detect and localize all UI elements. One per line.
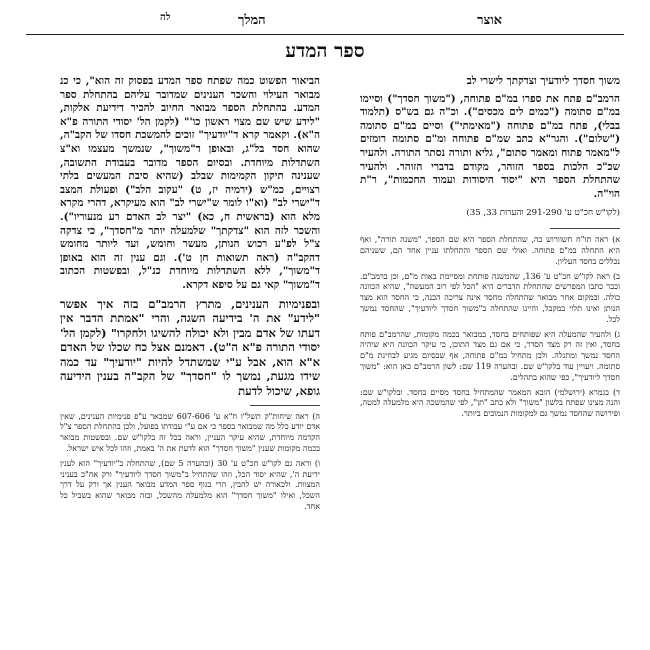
left-column (60, 75, 320, 517)
source-reference: (לקו"ש חכ"ט ע' 291-290 והערות 33, 35) (466, 208, 620, 219)
opening-verse: משוך חסדך ליודעיך וצדקתך לישרי לב (466, 75, 620, 87)
running-header (28, 12, 622, 32)
right-column (360, 75, 620, 424)
page-title: ספר המדע (285, 40, 365, 62)
footnote-a: א) ראה תו"ח חשוורוש כה, שהתחלת הספר היא שם הספר, "משנה תורה", ואף היא התחלה במ"ם פתוחה. ואולי שם הספר והתחלתו עניין אחד הם, ששניהם נכללים בחסד העליון. (360, 235, 620, 266)
header-rule (26, 34, 624, 35)
left-paragraph-1: הביאור הפשוט כמה שפתח ספר המדע בפסוק זה הוא", כי כנ מבואר העילוי והשכר הענינים שמדובר עליהם בהתחלת ספר המדע. בהתחלת הספר מבואר החיוב להכיר דידיעת אלקות, "לידע שיש שם מצוי ראשון כו'" (לקמן הל' יסודי התורה פ"א ה"א). וקאמר קרא ד"יודעיך" זוכים להמשכת חסדו של הקב"ה, שהוא חסד בל"ג, ובאופן ד"משוך", שנמשך מעצמו וא"צ השתדלות מיוחדת. ובסיום הספר מדובר בעבודת התשובה, שענינה תיקון הקמימות שבלב (שהיא סיבת המעשים בלתי רצויים, כמ"ש (ירמיה יז, ט) "עקוב הלב") ופעולת המצב ד"ישרי לב" (וא"ו לומר ש"ישרי לב" הוא מעיקרא, דהרי מקרא מלא הוא (בראשית ח, כא) "יצר לב האדם רע מנעוריו"). והשכר לזה הוא "צדקתך" שלמעלה יותר מ"חסדך", כי צדקה צ"ל לפ"ע רכוש הנותן, מעשר וחומש, ועד ליותר מחומש דהקב"ה (ראה תשואות חן ט'). וגם ענין זה הוא באופן ד"משוך", ללא השתדלות מיוחדת כנ"ל, ובפשטות הכתוב ד"משוך" קאי גם על סיפא דקרא. (60, 75, 320, 291)
footnote-rule-right (550, 228, 620, 229)
page-number: לה (160, 12, 171, 23)
header-right-word: אוצר (477, 13, 502, 28)
left-paragraph-2: ובפנימיות הענינים, מתרץ הרמב"ם בזה איך אפשר "לידע" את ה' בידיעה השגה, והרי "אמתת הדבר אין דעתו של אדם מבין ולא יכולה להשיגו ולחקרו" (לקמן הל' יסודי התורה פ"א ה"ט). דאמנם אצל כח שכלו של האדם א"א הוא, אבל ע"י שמשתדל להיות "יודעיך" עד כמה שידו מגעת, נמשך לו "חסדך" של הקב"ה בענין הידיעה גופא, שיכול לדעת (60, 296, 320, 399)
footnote-rule-left (250, 405, 320, 406)
right-paragraph-1: הרמב"ם פתח את ספרו במ"ם פתוחה, ("משוך חסדך") וסיימו במ"ם סתומה ("כמים לים מכסים"). וכ"ה גם בש"ס (תלמוד בבלי), פתח במ"ם פתוחה ("מאימתי") וסיים במ"ם סתומה ("שלום"). והגר"א כתב שמ"ם פתוחה ומ"ם סתומה רומזים ל"מאמר פתוח ומאמר סתום", גליא ותורה נסתר התורה. ולהעיר שכ"כ הלכות בספר הזוהר, מקודם בדברי הזוהר. ולהעיר שהתחלת הספר היא "יסוד היסודות ועמוד החכמות", ר"ת הוי"ה. (360, 92, 620, 200)
footnote-d: ד) בגמרא (ירושלמי) הובא המאמר שהמתחיל בחסד מסיים בחסד. ובלקו"ש שם: והנה מצינו שפתח בלשון "משוך" ולא כתב "תן", לפי שהמשכה היא מלמעלה למטה, ופירושה שהחסד נמשך גם למקומות הנמוכים ביותר. (360, 387, 620, 419)
footnote-b: ב) ראה לקו"ש חכ"ט ע' 136, שהמשנה פותחת ומסיימת באות מ"ם, וכן ברמב"ם. וכבר כתבו המפרשים שהתחלת הדברים היא "הכל לפי רוב המעשה", שהיא הכוונה כולה. ובמקום אחר מבואר שהתחלה מחסד אינה צריכה הכנה, כי החסד הוא מצד הנותן ואינו תלוי במקבל, והיינו שהתחלה ב"משוך חסדך ליודעיך", שהחסד נמשך לכל. (360, 271, 620, 324)
footnote-c: ג) ולהעיר שהמעלה היא שפותחים בחסד, כמבואר בכמה מקומות, שהרמב"ם פותח בחסד, ואין זה רק מצד הסדר, כי אם גם מצד התוכן, כי עיקר הכוונה היא שיהיה החסד נמשך ומתגלה. ולכן מתחיל במ"ם פתוחה, אף שבסיום מגיע לבחינת מ"ם סתומה. ויעויין עוד בלקו"ש שם. ובהערה 119 שם: לשון הרמב"ם כאן הוא: "משוך חסדך ליודעיך", כפי שהוא בתהלים. (360, 329, 621, 382)
footnote-h: ה) ראה שיחות"ק תשל"ו ח"א ע' 607-606 שמבאר ע"פ פנימיות הענינים, שאין אדם יודע כלל מה שמבואר בספר כי אם ע"י עבודתו בפועל, ולכן בהתחלת הספר צ"ל הקדמה מיוחדת, שהיא עיקר העניין, וראה בכל זה בלקו"ש שם. ובפשטות מבואר בכמה מקומות שענין "משוך חסדך" הוא לדעת את ה' באמת, וזהו לכל איש ישראל. (60, 411, 320, 454)
header-left-word: המלך (238, 13, 266, 28)
footnote-v: ו) וראה גם לקו"ש חכ"ט ע' 30 (ובהערה 5 שם), שהתחלה ב"יודעיך" הוא לענין ידיעת ה', שהיא יסוד הכל, וזהו שהתחיל ב"משוך חסדך ליודעיך" ורק אח"כ בעניני המצוות. ולכאורה יש להבין, הרי בגוף ספר המדע מבואר הענין אך ורק על דרך השכל, ואילו "משוך חסדך" הוא מלמעלה מהשכל, ובזה מבואר שהוא בשביל כל אחד. (60, 458, 320, 512)
